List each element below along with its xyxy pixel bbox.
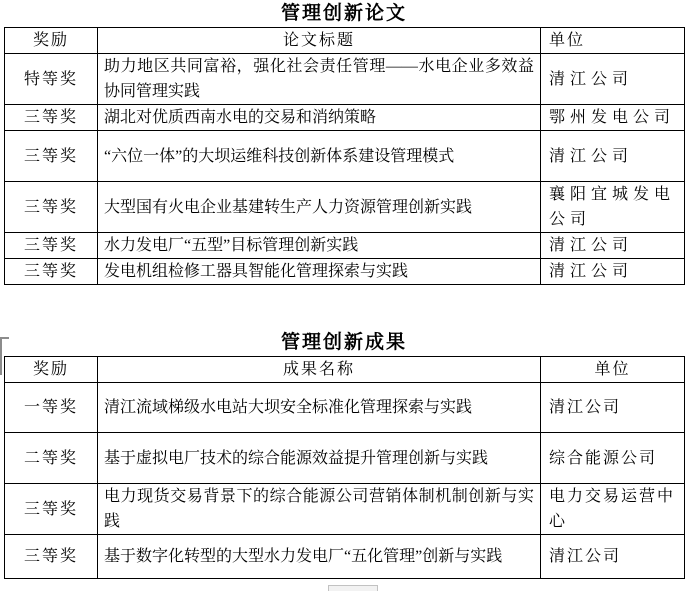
award-cell: 三等奖 bbox=[5, 105, 98, 131]
column-header-unit: 单位 bbox=[541, 357, 685, 383]
achievement-name-cell: 基于数字化转型的大型水力发电厂“五化管理”创新与实践 bbox=[98, 535, 541, 579]
table-row bbox=[5, 54, 685, 105]
award-cell: 一等奖 bbox=[5, 383, 98, 433]
paper-title-cell: 发电机组检修工器具智能化管理探索与实践 bbox=[98, 259, 541, 285]
unit-cell: 鄂州发电公司 bbox=[541, 105, 685, 131]
table-header-row bbox=[5, 28, 685, 54]
unit-cell: 清江公司 bbox=[541, 131, 685, 182]
column-header-unit: 单位 bbox=[541, 28, 685, 54]
table-row bbox=[5, 233, 685, 259]
papers-table bbox=[4, 27, 685, 285]
achievement-name-cell: 电力现货交易背景下的综合能源公司营销体制机制创新与实践 bbox=[98, 484, 541, 535]
award-cell: 二等奖 bbox=[5, 433, 98, 484]
award-cell: 三等奖 bbox=[5, 484, 98, 535]
unit-cell: 清江公司 bbox=[541, 383, 685, 433]
table-row bbox=[5, 259, 685, 285]
award-cell: 三等奖 bbox=[5, 131, 98, 182]
paper-title-cell: 湖北对优质西南水电的交易和消纳策略 bbox=[98, 105, 541, 131]
table-row bbox=[5, 484, 685, 535]
achievements-table bbox=[4, 356, 685, 579]
paper-title-cell: 大型国有火电企业基建转生产人力资源管理创新实践 bbox=[98, 182, 541, 233]
award-cell: 三等奖 bbox=[5, 182, 98, 233]
section-title-papers: 管理创新论文 bbox=[280, 3, 407, 24]
table-handle-artifact bbox=[328, 585, 378, 591]
unit-cell: 襄阳宜城发电公司 bbox=[541, 182, 685, 233]
table-row bbox=[5, 131, 685, 182]
column-header-award: 奖励 bbox=[5, 28, 98, 54]
table-header-row bbox=[5, 357, 685, 383]
paper-title-cell: “六位一体”的大坝运维科技创新体系建设管理模式 bbox=[98, 131, 541, 182]
award-cell: 三等奖 bbox=[5, 259, 98, 285]
table-row bbox=[5, 535, 685, 579]
column-header-achievement-name: 成果名称 bbox=[98, 357, 541, 383]
unit-cell: 电力交易运营中心 bbox=[541, 484, 685, 535]
award-cell: 三等奖 bbox=[5, 233, 98, 259]
paper-title-cell: 水力发电厂“五型”目标管理创新实践 bbox=[98, 233, 541, 259]
unit-cell: 清江公司 bbox=[541, 259, 685, 285]
award-cell: 三等奖 bbox=[5, 535, 98, 579]
unit-cell: 清江公司 bbox=[541, 54, 685, 105]
unit-cell: 综合能源公司 bbox=[541, 433, 685, 484]
unit-cell: 清江公司 bbox=[541, 233, 685, 259]
page-edge-artifact bbox=[0, 337, 9, 375]
achievement-name-cell: 清江流域梯级水电站大坝安全标准化管理探索与实践 bbox=[98, 383, 541, 433]
table-row bbox=[5, 105, 685, 131]
unit-cell: 清江公司 bbox=[541, 535, 685, 579]
section-title-achievements: 管理创新成果 bbox=[280, 332, 407, 353]
column-header-award: 奖励 bbox=[5, 357, 98, 383]
award-cell: 特等奖 bbox=[5, 54, 98, 105]
achievement-name-cell: 基于虚拟电厂技术的综合能源效益提升管理创新与实践 bbox=[98, 433, 541, 484]
table-row bbox=[5, 182, 685, 233]
paper-title-cell: 助力地区共同富裕，强化社会责任管理——水电企业多效益协同管理实践 bbox=[98, 54, 541, 105]
column-header-paper-title: 论文标题 bbox=[98, 28, 541, 54]
table-row bbox=[5, 383, 685, 433]
table-row bbox=[5, 433, 685, 484]
